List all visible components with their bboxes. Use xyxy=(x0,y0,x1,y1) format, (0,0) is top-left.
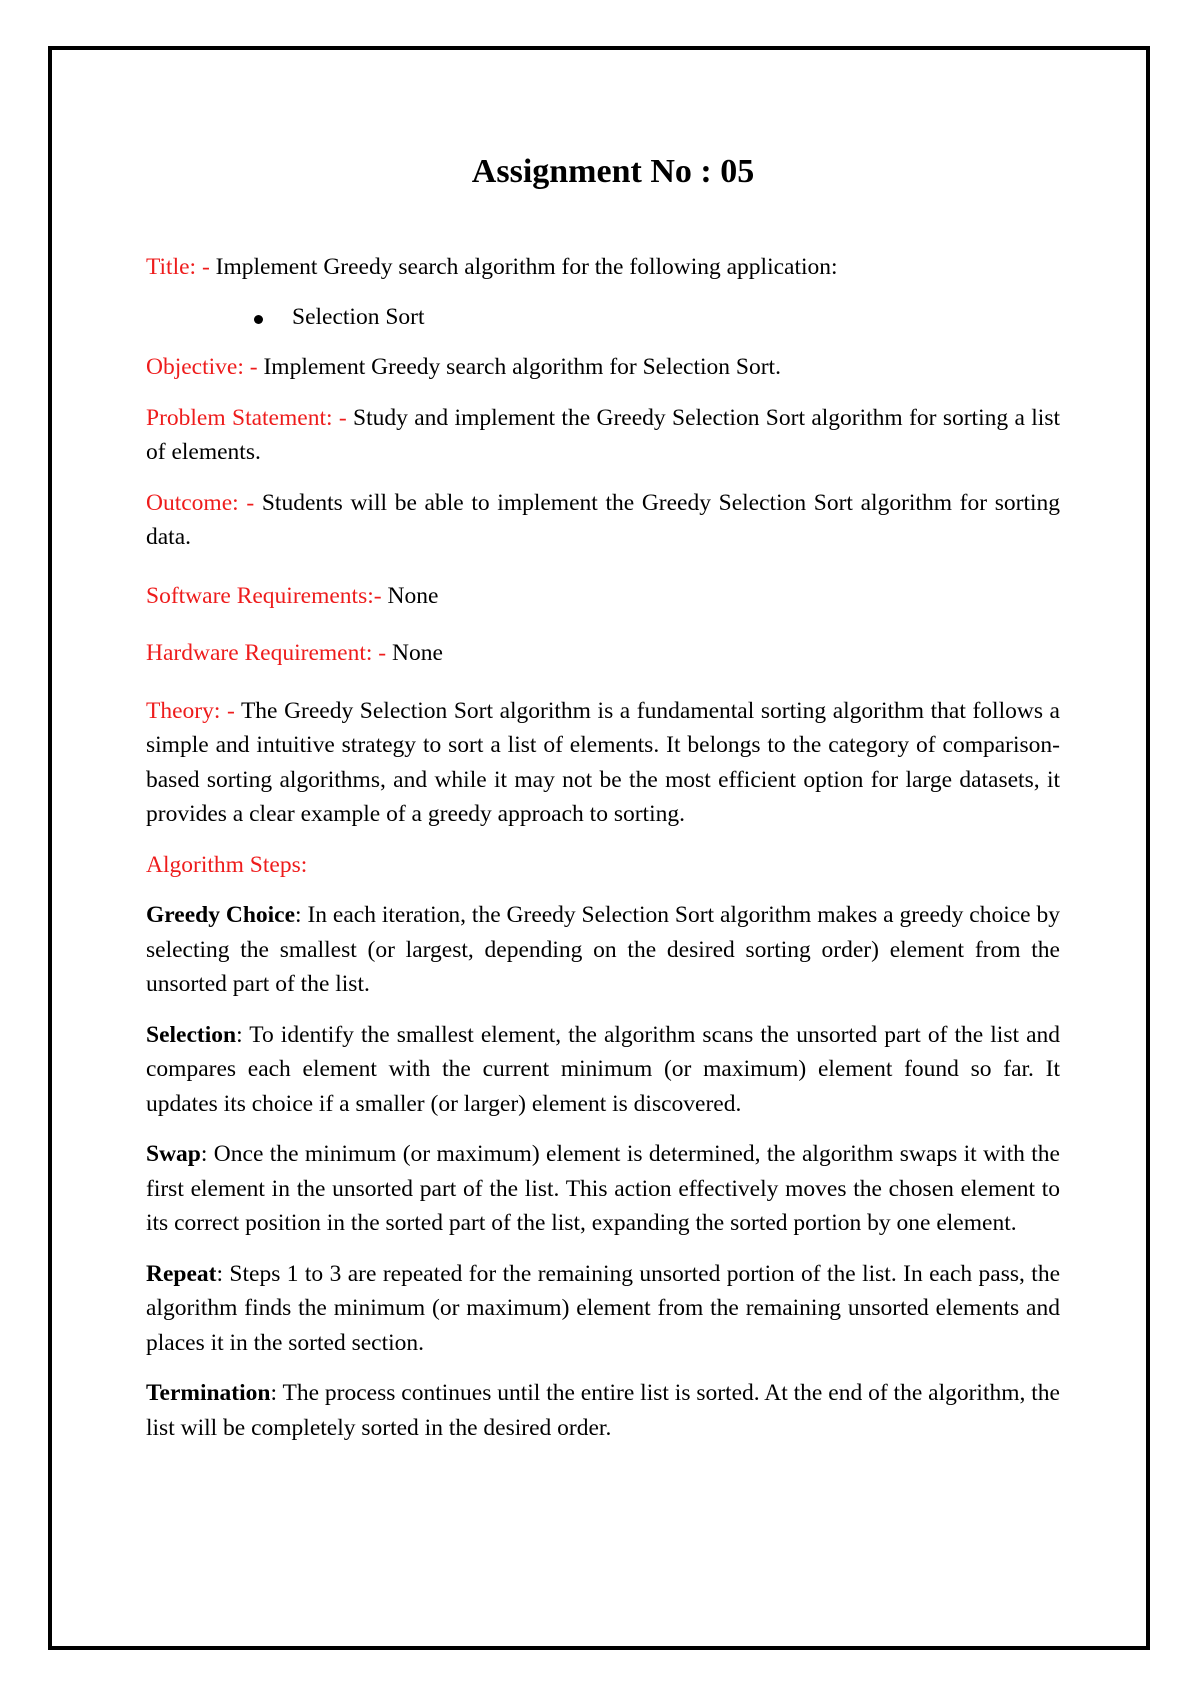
bullet-text: Selection Sort xyxy=(292,303,425,330)
step-term: Termination xyxy=(146,1380,271,1406)
step-greedy-choice xyxy=(146,898,1060,1002)
title-bullet-list xyxy=(146,300,1060,335)
list-item xyxy=(252,300,1060,335)
step-term: Greedy Choice xyxy=(146,902,296,928)
algorithm-steps-heading xyxy=(146,848,1060,883)
assignment-heading: Assignment No : 05 xyxy=(471,153,755,190)
theory-section xyxy=(146,694,1060,832)
software-requirements-label: Software Requirements:- xyxy=(146,582,382,609)
problem-statement-section xyxy=(146,401,1060,470)
step-text: : In each iteration, the Greedy Selection Sort algorithm makes a greedy choice by selecting the smallest (or largest, depending on the desired sorting order) element from the unsorted part of the list. xyxy=(146,902,1060,997)
hardware-requirement-text: None xyxy=(392,640,443,666)
document-body xyxy=(146,150,1060,1445)
step-text: : Steps 1 to 3 are repeated for the remaining unsorted portion of the list. In each pass, the algorithm finds the minimum (or maximum) element from the remaining unsorted elements and places it in the sorted section. xyxy=(146,1260,1060,1356)
step-text: : To identify the smallest element, the algorithm scans the unsorted part of the list and compares each element with the current minimum (or maximum) element found so far. It updates its choice if a smaller (or larger) element is discovered. xyxy=(146,1021,1060,1117)
step-text: : The process continues until the entire list is sorted. At the end of the algorithm, the list will be completely sorted in the desired order. xyxy=(146,1380,1060,1441)
objective-text: Implement Greedy search algorithm for Selection Sort. xyxy=(263,354,781,380)
step-term: Repeat xyxy=(146,1260,217,1287)
step-repeat xyxy=(146,1257,1060,1361)
objective-section xyxy=(146,350,1060,385)
software-requirements-section xyxy=(146,579,1060,614)
outcome-text: Students will be able to implement the Greedy Selection Sort algorithm for sorting data. xyxy=(146,489,1060,550)
algorithm-steps-label: Algorithm Steps: xyxy=(146,851,308,878)
hardware-requirement-label: Hardware Requirement: - xyxy=(146,640,387,666)
problem-statement-label: Problem Statement: - xyxy=(146,404,347,431)
title-label: Title: - xyxy=(146,254,210,280)
step-swap xyxy=(146,1137,1060,1241)
software-requirements-text: None xyxy=(387,582,439,609)
step-termination xyxy=(146,1376,1060,1445)
step-selection xyxy=(146,1018,1060,1122)
outcome-section xyxy=(146,486,1060,555)
step-text: : Once the minimum (or maximum) element is determined, the algorithm swaps it with the first element in the unsorted part of the list. This action effectively moves the chosen element to its correct position in the sorted part of the list, expanding the sorted portion by one element. xyxy=(146,1141,1060,1236)
title-section xyxy=(146,250,1060,285)
theory-text: The Greedy Selection Sort algorithm is a fundamental sorting algorithm that follows a simple and intuitive strategy to sort a list of elements. It belongs to the category of comparison-based sorting algorithms, and while it may not be the most efficient option for large datasets, it provides a clear example of a greedy approach to sorting. xyxy=(146,697,1060,827)
hardware-requirement-section xyxy=(146,636,1060,671)
step-term: Selection xyxy=(146,1021,237,1048)
step-term: Swap xyxy=(146,1141,201,1167)
bullet-icon xyxy=(254,315,263,324)
theory-label: Theory: - xyxy=(146,697,235,724)
problem-statement-text: Study and implement the Greedy Selection Sort algorithm for sorting a list of elements. xyxy=(146,404,1060,465)
outcome-label: Outcome: - xyxy=(146,489,255,516)
objective-label: Objective: - xyxy=(146,354,258,380)
title-text: Implement Greedy search algorithm for the following application: xyxy=(215,254,838,280)
